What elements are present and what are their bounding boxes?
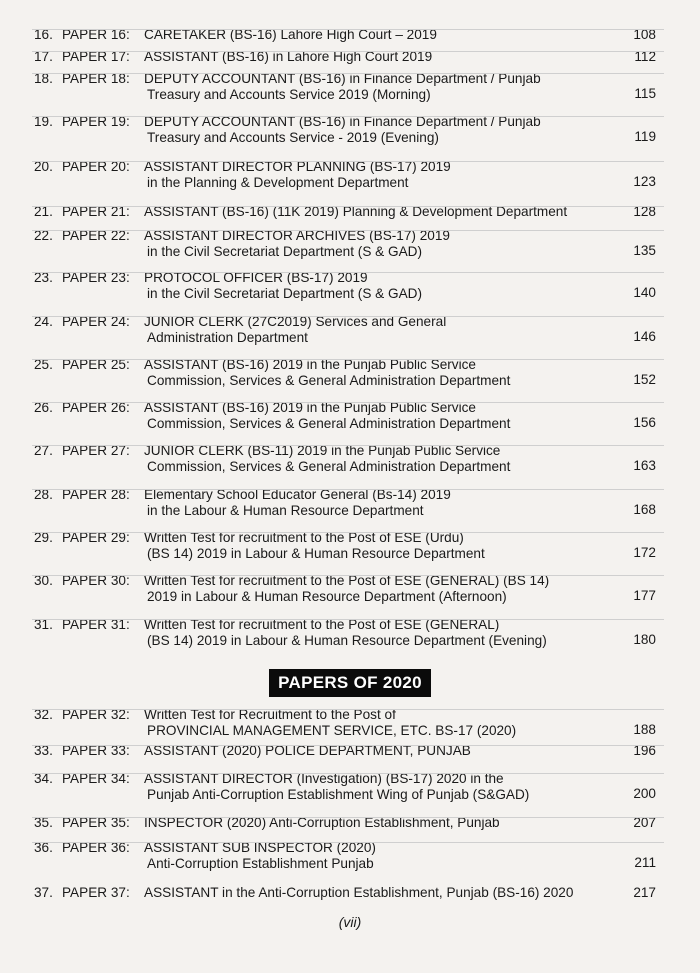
- entry-number: 22.: [34, 228, 53, 243]
- paper-title-continued: Administration Department: [147, 330, 308, 345]
- page-reference: 112: [634, 49, 656, 64]
- page-reference: 217: [633, 885, 656, 900]
- paper-label: PAPER 23:: [62, 270, 130, 285]
- paper-title: ASSISTANT (BS-16) 2019 in the Punjab Public Service: [144, 357, 476, 372]
- entry-number: 37.: [34, 885, 53, 900]
- paper-label: PAPER 19:: [62, 114, 130, 129]
- paper-label: PAPER 26:: [62, 400, 130, 415]
- paper-title-continued: (BS 14) 2019 in Labour & Human Resource Department (Evening): [147, 633, 547, 648]
- paper-label: PAPER 22:: [62, 228, 130, 243]
- entry-number: 33.: [34, 743, 53, 758]
- paper-label: PAPER 20:: [62, 159, 130, 174]
- paper-title: ASSISTANT DIRECTOR (Investigation) (BS-17) 2020 in the: [144, 771, 504, 786]
- paper-label: PAPER 21:: [62, 204, 130, 219]
- entry-number: 16.: [34, 27, 53, 42]
- paper-title-continued: Punjab Anti-Corruption Establishment Wing of Punjab (S&GAD): [147, 787, 530, 802]
- paper-label: PAPER 33:: [62, 743, 130, 758]
- page-reference: 135: [633, 243, 656, 258]
- paper-label: PAPER 37:: [62, 885, 130, 900]
- page-reference: 119: [634, 129, 656, 144]
- page-reference: 177: [633, 588, 656, 603]
- paper-label: PAPER 30:: [62, 573, 130, 588]
- paper-title: ASSISTANT (BS-16) in Lahore High Court 2019: [144, 49, 433, 64]
- paper-title: ASSISTANT (BS-16) (11K 2019) Planning & Development Department: [144, 204, 568, 219]
- paper-title: Written Test for Recruitment to the Post of: [144, 707, 396, 722]
- section-heading-wrap: [0, 671, 700, 695]
- paper-label: PAPER 28:: [62, 487, 130, 502]
- entry-number: 28.: [34, 487, 53, 502]
- paper-title: ASSISTANT SUB INSPECTOR (2020): [144, 840, 376, 855]
- page-reference: 188: [633, 722, 656, 737]
- paper-title-continued: Commission, Services & General Administration Department: [147, 416, 511, 431]
- entry-number: 30.: [34, 573, 53, 588]
- paper-title-continued: in the Labour & Human Resource Department: [147, 503, 424, 518]
- paper-title-continued: 2019 in Labour & Human Resource Department (Afternoon): [147, 589, 507, 604]
- entry-number: 35.: [34, 815, 53, 830]
- paper-label: PAPER 31:: [62, 617, 130, 632]
- paper-title-continued: (BS 14) 2019 in Labour & Human Resource Department: [147, 546, 485, 561]
- paper-label: PAPER 27:: [62, 443, 130, 458]
- page-reference: 108: [633, 27, 656, 42]
- section-heading: PAPERS OF 2020: [271, 671, 429, 695]
- paper-title-continued: Treasury and Accounts Service 2019 (Morning): [147, 87, 431, 102]
- paper-label: PAPER 34:: [62, 771, 130, 786]
- paper-title-continued: Anti-Corruption Establishment Punjab: [147, 856, 374, 871]
- paper-title: Written Test for recruitment to the Post of ESE (Urdu): [144, 530, 464, 545]
- paper-label: PAPER 25:: [62, 357, 130, 372]
- paper-title-continued: Commission, Services & General Administration Department: [147, 373, 511, 388]
- paper-title-continued: in the Civil Secretariat Department (S & GAD): [147, 244, 422, 259]
- page-reference: 168: [633, 502, 656, 517]
- page-reference: 211: [634, 855, 656, 870]
- paper-title-continued: Treasury and Accounts Service - 2019 (Evening): [147, 130, 439, 145]
- entry-number: 36.: [34, 840, 53, 855]
- page-reference: 152: [633, 372, 656, 387]
- page-reference: 156: [633, 415, 656, 430]
- entry-number: 17.: [34, 49, 53, 64]
- page-reference: 123: [633, 174, 656, 189]
- paper-title: ASSISTANT (BS-16) 2019 in the Punjab Public Service: [144, 400, 476, 415]
- entry-number: 24.: [34, 314, 53, 329]
- entry-number: 27.: [34, 443, 53, 458]
- paper-title: JUNIOR CLERK (27C2019) Services and General: [144, 314, 447, 329]
- paper-label: PAPER 36:: [62, 840, 130, 855]
- page-reference: 163: [633, 458, 656, 473]
- paper-label: PAPER 18:: [62, 71, 130, 86]
- page-reference: 115: [634, 86, 656, 101]
- paper-label: PAPER 29:: [62, 530, 130, 545]
- page-reference: 172: [633, 545, 656, 560]
- paper-label: PAPER 24:: [62, 314, 130, 329]
- entry-number: 19.: [34, 114, 53, 129]
- paper-title: PROTOCOL OFFICER (BS-17) 2019: [144, 270, 368, 285]
- entry-number: 18.: [34, 71, 53, 86]
- paper-title: ASSISTANT DIRECTOR ARCHIVES (BS-17) 2019: [144, 228, 450, 243]
- paper-title: JUNIOR CLERK (BS-11) 2019 in the Punjab Public Service: [144, 443, 501, 458]
- paper-title: DEPUTY ACCOUNTANT (BS-16) in Finance Department / Punjab: [144, 71, 541, 86]
- entry-number: 21.: [34, 204, 53, 219]
- paper-title: ASSISTANT (2020) POLICE DEPARTMENT, PUNJAB: [144, 743, 471, 758]
- paper-title: Elementary School Educator General (Bs-14) 2019: [144, 487, 451, 502]
- paper-title: DEPUTY ACCOUNTANT (BS-16) in Finance Department / Punjab: [144, 114, 541, 129]
- paper-title: INSPECTOR (2020) Anti-Corruption Establishment, Punjab: [144, 815, 500, 830]
- entry-number: 26.: [34, 400, 53, 415]
- paper-label: PAPER 32:: [62, 707, 130, 722]
- entry-number: 23.: [34, 270, 53, 285]
- page-number-footer: (vii): [338, 914, 362, 930]
- page-reference: 180: [633, 632, 656, 647]
- paper-title-continued: in the Planning & Development Department: [147, 175, 409, 190]
- paper-label: PAPER 16:: [62, 27, 130, 42]
- paper-title: ASSISTANT in the Anti-Corruption Establishment, Punjab (BS-16) 2020: [144, 885, 574, 900]
- paper-title: ASSISTANT DIRECTOR PLANNING (BS-17) 2019: [144, 159, 451, 174]
- paper-title-continued: PROVINCIAL MANAGEMENT SERVICE, ETC. BS-17 (2020): [147, 723, 517, 738]
- paper-label: PAPER 35:: [62, 815, 130, 830]
- paper-title: Written Test for recruitment to the Post of ESE (GENERAL) (BS 14): [144, 573, 550, 588]
- paper-title-continued: in the Civil Secretariat Department (S & GAD): [147, 286, 422, 301]
- page-reference: 196: [633, 743, 656, 758]
- entry-number: 29.: [34, 530, 53, 545]
- page-reference: 146: [633, 329, 656, 344]
- paper-title: Written Test for recruitment to the Post of ESE (GENERAL): [144, 617, 500, 632]
- entry-number: 34.: [34, 771, 53, 786]
- paper-label: PAPER 17:: [62, 49, 130, 64]
- entry-number: 31.: [34, 617, 53, 632]
- entry-number: 32.: [34, 707, 53, 722]
- paper-title-continued: Commission, Services & General Administration Department: [147, 459, 511, 474]
- page-reference: 128: [633, 204, 656, 219]
- paper-title: CARETAKER (BS-16) Lahore High Court – 2019: [144, 27, 437, 42]
- page-reference: 207: [633, 815, 656, 830]
- page-reference: 140: [633, 285, 656, 300]
- entry-number: 20.: [34, 159, 53, 174]
- page-reference: 200: [633, 786, 656, 801]
- entry-number: 25.: [34, 357, 53, 372]
